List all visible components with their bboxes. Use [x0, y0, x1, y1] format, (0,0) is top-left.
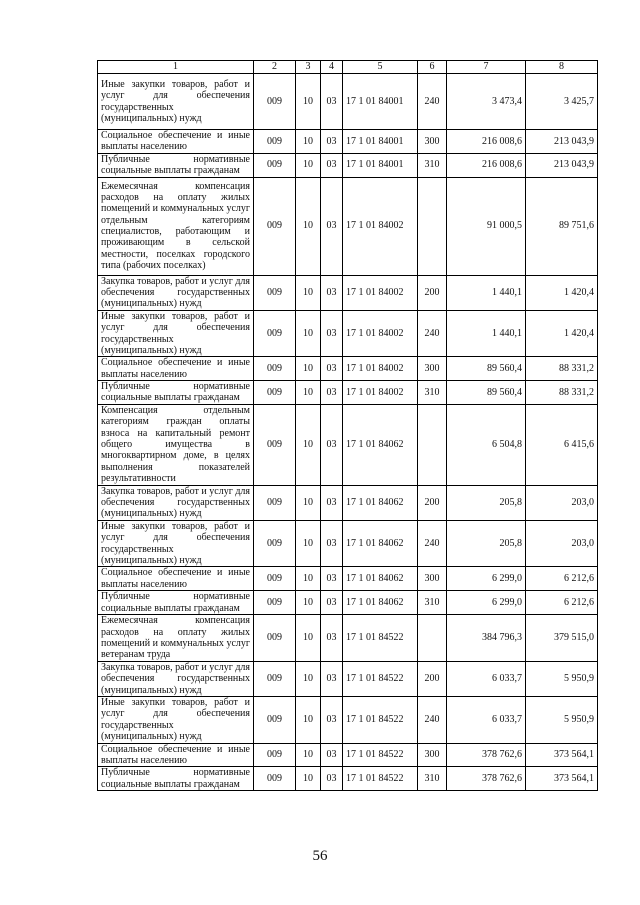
row-subsection-code: 03: [321, 661, 343, 696]
row-subsection-code: 03: [321, 357, 343, 381]
row-expense-type: 240: [418, 310, 447, 357]
table-row: [98, 743, 598, 767]
row-target-article: 17 1 01 84522: [343, 743, 418, 767]
row-target-article: 17 1 01 84002: [343, 357, 418, 381]
table-row: [98, 153, 598, 177]
row-description: Закупка товаров, работ и услуг для обеспечения государственных (муниципальных) нужд: [98, 275, 254, 310]
table-row: [98, 275, 598, 310]
row-amount-year-1: 378 762,6: [447, 743, 526, 767]
row-target-article: 17 1 01 84062: [343, 520, 418, 567]
row-section-code: 10: [296, 404, 321, 485]
row-subsection-code: 03: [321, 485, 343, 520]
table-row: [98, 177, 598, 275]
row-expense-type: 310: [418, 153, 447, 177]
row-subsection-code: 03: [321, 567, 343, 591]
row-section-code: 10: [296, 275, 321, 310]
header-row: [98, 61, 598, 74]
table-row: [98, 661, 598, 696]
row-target-article: 17 1 01 84062: [343, 485, 418, 520]
row-ministry-code: 009: [254, 404, 296, 485]
row-description: Иные закупки товаров, работ и услуг для обеспечения государственных (муниципальных) нужд: [98, 310, 254, 357]
row-description: Ежемесячная компенсация расходов на оплату жилых помещений и коммунальных услуг отдельным категориям специалистов, работающим и проживающим в сельской местности, поселках городского типа (рабочих поселках): [98, 177, 254, 275]
row-amount-year-1: 6 299,0: [447, 591, 526, 615]
row-subsection-code: 03: [321, 74, 343, 130]
header-col-8: 8: [526, 61, 598, 74]
row-amount-year-2: 213 043,9: [526, 153, 598, 177]
row-description: Ежемесячная компенсация расходов на оплату жилых помещений и коммунальных услуг ветеранам труда: [98, 614, 254, 661]
header-col-1: 1: [98, 61, 254, 74]
row-subsection-code: 03: [321, 310, 343, 357]
row-amount-year-1: 205,8: [447, 485, 526, 520]
row-description: Публичные нормативные социальные выплаты гражданам: [98, 153, 254, 177]
row-target-article: 17 1 01 84062: [343, 591, 418, 615]
row-expense-type: [418, 404, 447, 485]
row-section-code: 10: [296, 74, 321, 130]
row-target-article: 17 1 01 84522: [343, 697, 418, 744]
row-target-article: 17 1 01 84001: [343, 130, 418, 154]
row-amount-year-2: 6 212,6: [526, 567, 598, 591]
table-row: [98, 697, 598, 744]
table-row: [98, 74, 598, 130]
row-target-article: 17 1 01 84002: [343, 381, 418, 405]
row-description: Иные закупки товаров, работ и услуг для обеспечения государственных (муниципальных) нужд: [98, 520, 254, 567]
row-amount-year-1: 6 299,0: [447, 567, 526, 591]
row-description: Иные закупки товаров, работ и услуг для обеспечения государственных (муниципальных) нужд: [98, 74, 254, 130]
header-col-6: 6: [418, 61, 447, 74]
row-section-code: 10: [296, 743, 321, 767]
row-amount-year-2: 5 950,9: [526, 697, 598, 744]
row-amount-year-2: 379 515,0: [526, 614, 598, 661]
row-amount-year-1: 378 762,6: [447, 767, 526, 791]
row-description: Публичные нормативные социальные выплаты гражданам: [98, 381, 254, 405]
table-row: [98, 381, 598, 405]
row-subsection-code: 03: [321, 614, 343, 661]
row-expense-type: 200: [418, 661, 447, 696]
row-amount-year-2: 373 564,1: [526, 767, 598, 791]
row-amount-year-2: 6 212,6: [526, 591, 598, 615]
row-section-code: 10: [296, 520, 321, 567]
row-ministry-code: 009: [254, 697, 296, 744]
row-description: Социальное обеспечение и иные выплаты населению: [98, 743, 254, 767]
row-expense-type: 300: [418, 743, 447, 767]
row-subsection-code: 03: [321, 743, 343, 767]
row-subsection-code: 03: [321, 404, 343, 485]
row-amount-year-1: 205,8: [447, 520, 526, 567]
row-expense-type: [418, 614, 447, 661]
table-row: [98, 130, 598, 154]
row-target-article: 17 1 01 84002: [343, 177, 418, 275]
header-col-2: 2: [254, 61, 296, 74]
row-expense-type: 310: [418, 591, 447, 615]
row-expense-type: 310: [418, 381, 447, 405]
row-target-article: 17 1 01 84522: [343, 767, 418, 791]
row-expense-type: [418, 177, 447, 275]
row-amount-year-2: 203,0: [526, 520, 598, 567]
row-subsection-code: 03: [321, 591, 343, 615]
row-amount-year-2: 89 751,6: [526, 177, 598, 275]
row-amount-year-2: 6 415,6: [526, 404, 598, 485]
row-amount-year-1: 216 008,6: [447, 130, 526, 154]
row-amount-year-1: 6 033,7: [447, 661, 526, 696]
row-ministry-code: 009: [254, 661, 296, 696]
row-expense-type: 240: [418, 74, 447, 130]
row-target-article: 17 1 01 84002: [343, 275, 418, 310]
row-description: Публичные нормативные социальные выплаты гражданам: [98, 767, 254, 791]
row-ministry-code: 009: [254, 767, 296, 791]
row-section-code: 10: [296, 130, 321, 154]
row-amount-year-1: 384 796,3: [447, 614, 526, 661]
row-ministry-code: 009: [254, 310, 296, 357]
row-subsection-code: 03: [321, 275, 343, 310]
row-ministry-code: 009: [254, 381, 296, 405]
header-col-5: 5: [343, 61, 418, 74]
row-subsection-code: 03: [321, 177, 343, 275]
row-target-article: 17 1 01 84522: [343, 614, 418, 661]
row-amount-year-1: 91 000,5: [447, 177, 526, 275]
row-target-article: 17 1 01 84522: [343, 661, 418, 696]
row-ministry-code: 009: [254, 177, 296, 275]
row-amount-year-2: 203,0: [526, 485, 598, 520]
row-ministry-code: 009: [254, 743, 296, 767]
row-section-code: 10: [296, 177, 321, 275]
row-expense-type: 240: [418, 697, 447, 744]
row-section-code: 10: [296, 485, 321, 520]
row-section-code: 10: [296, 697, 321, 744]
row-description: Социальное обеспечение и иные выплаты населению: [98, 357, 254, 381]
row-amount-year-2: 3 425,7: [526, 74, 598, 130]
row-target-article: 17 1 01 84062: [343, 567, 418, 591]
row-amount-year-2: 88 331,2: [526, 381, 598, 405]
row-amount-year-2: 1 420,4: [526, 310, 598, 357]
header-col-3: 3: [296, 61, 321, 74]
row-ministry-code: 009: [254, 520, 296, 567]
header-col-4: 4: [321, 61, 343, 74]
table-row: [98, 310, 598, 357]
row-amount-year-2: 373 564,1: [526, 743, 598, 767]
budget-table: [97, 60, 598, 791]
row-amount-year-1: 6 033,7: [447, 697, 526, 744]
row-section-code: 10: [296, 661, 321, 696]
row-expense-type: 200: [418, 275, 447, 310]
row-subsection-code: 03: [321, 520, 343, 567]
table-row: [98, 567, 598, 591]
row-description: Социальное обеспечение и иные выплаты населению: [98, 130, 254, 154]
table-row: [98, 357, 598, 381]
row-ministry-code: 009: [254, 74, 296, 130]
row-section-code: 10: [296, 767, 321, 791]
row-subsection-code: 03: [321, 153, 343, 177]
row-amount-year-1: 3 473,4: [447, 74, 526, 130]
row-section-code: 10: [296, 381, 321, 405]
row-target-article: 17 1 01 84001: [343, 153, 418, 177]
row-section-code: 10: [296, 357, 321, 381]
row-amount-year-1: 89 560,4: [447, 381, 526, 405]
row-description: Закупка товаров, работ и услуг для обеспечения государственных (муниципальных) нужд: [98, 485, 254, 520]
row-amount-year-1: 1 440,1: [447, 310, 526, 357]
row-section-code: 10: [296, 153, 321, 177]
row-amount-year-2: 5 950,9: [526, 661, 598, 696]
table-row: [98, 404, 598, 485]
row-amount-year-1: 1 440,1: [447, 275, 526, 310]
row-amount-year-2: 88 331,2: [526, 357, 598, 381]
row-description: Социальное обеспечение и иные выплаты населению: [98, 567, 254, 591]
row-subsection-code: 03: [321, 130, 343, 154]
row-target-article: 17 1 01 84062: [343, 404, 418, 485]
row-target-article: 17 1 01 84002: [343, 310, 418, 357]
row-amount-year-1: 216 008,6: [447, 153, 526, 177]
row-section-code: 10: [296, 591, 321, 615]
table-row: [98, 614, 598, 661]
row-subsection-code: 03: [321, 697, 343, 744]
row-amount-year-2: 213 043,9: [526, 130, 598, 154]
row-ministry-code: 009: [254, 485, 296, 520]
row-amount-year-1: 6 504,8: [447, 404, 526, 485]
row-target-article: 17 1 01 84001: [343, 74, 418, 130]
row-amount-year-2: 1 420,4: [526, 275, 598, 310]
row-expense-type: 240: [418, 520, 447, 567]
row-expense-type: 310: [418, 767, 447, 791]
row-expense-type: 300: [418, 567, 447, 591]
row-section-code: 10: [296, 567, 321, 591]
row-expense-type: 300: [418, 357, 447, 381]
row-ministry-code: 009: [254, 357, 296, 381]
table-row: [98, 767, 598, 791]
row-ministry-code: 009: [254, 153, 296, 177]
row-subsection-code: 03: [321, 767, 343, 791]
row-description: Публичные нормативные социальные выплаты гражданам: [98, 591, 254, 615]
row-ministry-code: 009: [254, 591, 296, 615]
table-row: [98, 591, 598, 615]
page-number: 56: [312, 848, 328, 864]
table-row: [98, 485, 598, 520]
row-amount-year-1: 89 560,4: [447, 357, 526, 381]
row-section-code: 10: [296, 310, 321, 357]
row-description: Закупка товаров, работ и услуг для обеспечения государственных (муниципальных) нужд: [98, 661, 254, 696]
row-expense-type: 300: [418, 130, 447, 154]
row-section-code: 10: [296, 614, 321, 661]
row-description: Иные закупки товаров, работ и услуг для обеспечения государственных (муниципальных) нужд: [98, 697, 254, 744]
table-row: [98, 520, 598, 567]
row-description: Компенсация отдельным категориям граждан оплаты взноса на капитальный ремонт общего имущества в многоквартирном доме, в целях выполнения показателей результативности: [98, 404, 254, 485]
row-ministry-code: 009: [254, 275, 296, 310]
row-ministry-code: 009: [254, 614, 296, 661]
row-ministry-code: 009: [254, 130, 296, 154]
row-subsection-code: 03: [321, 381, 343, 405]
row-expense-type: 200: [418, 485, 447, 520]
header-col-7: 7: [447, 61, 526, 74]
row-ministry-code: 009: [254, 567, 296, 591]
